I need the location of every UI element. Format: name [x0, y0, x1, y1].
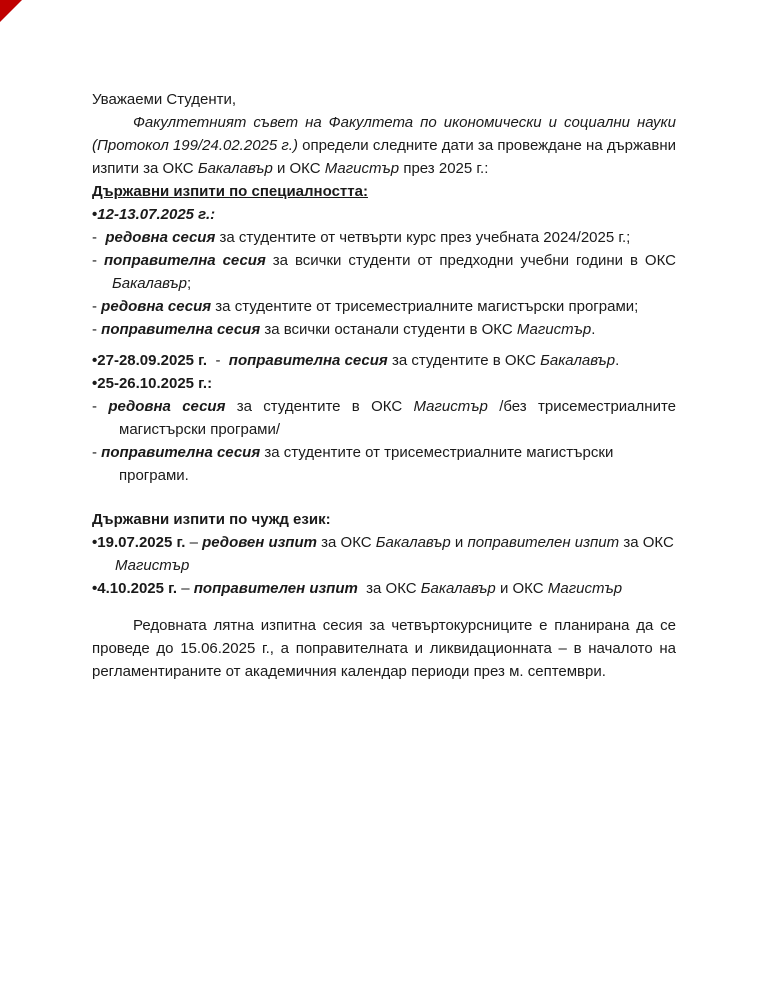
heading-foreign-language-exams [92, 508, 676, 531]
text-run: за студентите от трисеместриалните магистърски програми; [211, 298, 639, 315]
text-run: през 2025 г.: [399, 160, 489, 177]
text-run: Бакалавър [197, 160, 273, 177]
text-run: Магистър [413, 398, 488, 415]
text-run: • [92, 580, 98, 597]
text-run: за ОКС [619, 534, 678, 551]
text-run: за всички останали студенти в ОКС [260, 321, 517, 338]
session-item-resit-trisemester [92, 441, 676, 487]
exam-group-autumn [92, 349, 681, 487]
date-bullet-4-10-2025 [92, 577, 676, 600]
exam-group-july [92, 203, 681, 341]
text-run: - [92, 398, 109, 415]
text-run: Държавни изпити по специалността: [92, 183, 368, 200]
page-corner-marker [0, 0, 22, 22]
text-run: за студентите от четвърти курс през учебната 2024/2025 г.; [215, 229, 631, 246]
text-run: 27-28.09.2025 г. [97, 352, 208, 369]
text-run: за всички студенти от предходни учебни години в ОКС [265, 252, 681, 269]
text-run: редовна сесия [105, 229, 216, 246]
text-run: - [92, 298, 102, 315]
session-item-resit-bachelor [92, 249, 681, 295]
text-run: Държавни изпити по чужд език: [92, 511, 331, 528]
text-run: /без трисеместриалните магистърски програми/ [119, 398, 681, 438]
text-run: Магистър [547, 580, 623, 597]
session-item-regular-trisemester [92, 295, 676, 318]
text-run: • [92, 352, 98, 369]
text-run: Редовната лятна изпитна сесия за четвъртокурсниците е планирана да се проведе до 15.06.2025 г., а поправителната и ликвидационната – в началото на регламентираните от академичния календар периоди през м. септември. [92, 617, 681, 680]
document-body [92, 88, 681, 683]
text-run: Бакалавър [540, 352, 616, 369]
text-run: – [177, 580, 194, 597]
text-run: поправителен изпит [193, 580, 358, 597]
text-run: поправителна сесия [101, 444, 261, 461]
text-run: Факултетният съвет на Факултета по икономически и социални науки (Протокол 199/24.02.2025 г.) [92, 114, 681, 154]
text-run: Магистър [324, 160, 400, 177]
session-item-resit-master [92, 318, 676, 341]
text-run: за студентите в ОКС [225, 398, 414, 415]
text-run: за студентите в ОКС [387, 352, 541, 369]
text-run: • [92, 534, 98, 551]
text-run: поправителен изпит [467, 534, 620, 551]
text-run: поправителна сесия [228, 352, 388, 369]
closing-paragraph [92, 614, 681, 683]
text-run: 25-26.10.2025 г.: [97, 375, 213, 392]
text-run: Уважаеми Студенти, [92, 91, 237, 108]
text-run: - [92, 252, 104, 269]
date-bullet-19-07-2025 [92, 531, 676, 577]
text-run: определи следните дати за провеждане на държавни изпити за ОКС [92, 137, 681, 177]
text-run: поправителна сесия [103, 252, 266, 269]
text-run: Бакалавър [375, 534, 451, 551]
text-run: за ОКС [357, 580, 421, 597]
session-item-regular-master [92, 395, 681, 441]
text-run: . [615, 352, 620, 369]
text-run: - [207, 352, 229, 369]
text-run: и [450, 534, 468, 551]
text-run: Бакалавър [420, 580, 496, 597]
text-run: редовна сесия [108, 398, 226, 415]
text-run: Магистър [516, 321, 592, 338]
session-item-regular-4th-year [92, 226, 676, 249]
heading-specialty-exams [92, 180, 676, 203]
text-run: поправителна сесия [101, 321, 261, 338]
text-run: редовен изпит [202, 534, 317, 551]
salutation [92, 88, 676, 111]
text-run: за ОКС [316, 534, 376, 551]
text-run: и ОКС [272, 160, 325, 177]
text-run: . [591, 321, 596, 338]
text-run: 19.07.2025 г. [97, 534, 186, 551]
text-run: редовна сесия [101, 298, 212, 315]
date-bullet-25-26-10-2025 [92, 372, 676, 395]
text-run: 12-13.07.2025 г.: [97, 206, 216, 223]
date-bullet-27-28-09-2025 [92, 349, 676, 372]
text-run: за студентите от трисеместриалните магистърски програми. [119, 444, 618, 484]
text-run: - [92, 229, 106, 246]
intro-paragraph [92, 111, 681, 180]
date-bullet-12-13-07-2025 [92, 203, 676, 226]
text-run: • [92, 206, 98, 223]
text-run: • [92, 375, 98, 392]
text-run: ; [186, 275, 192, 292]
text-run: – [185, 534, 203, 551]
text-run: 4.10.2025 г. [97, 580, 178, 597]
text-run: Бакалавър [112, 275, 187, 292]
text-run: - [92, 444, 102, 461]
text-run: Магистър [115, 557, 190, 574]
text-run: и ОКС [495, 580, 548, 597]
exam-group-foreign-language [92, 531, 676, 600]
text-run: - [92, 321, 102, 338]
